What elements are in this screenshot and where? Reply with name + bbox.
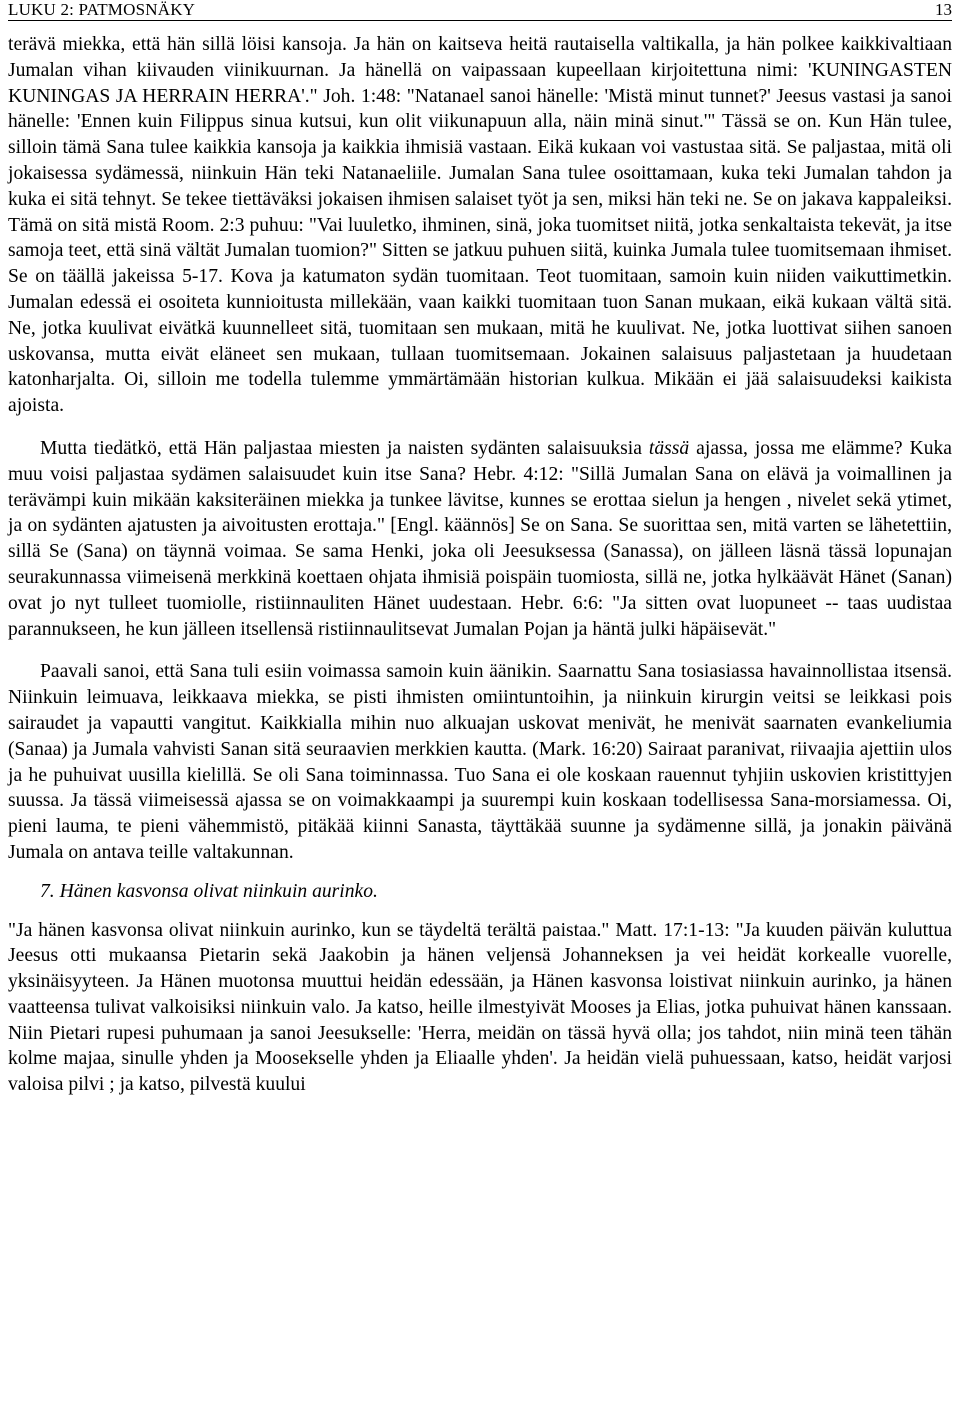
paragraph-2-part-2: ajassa, jossa me elämme? Kuka muu voisi paljastaa sydämen salaisuudet kuin itse Sana? Hebr. 4:12: "Sillä Jumalan Sana on elävä ja voimallinen ja terävämpi kuin mikään kaksiteräinen miekka ja tunkee lävitse, kunnes se erottaa sielun ja hengen , nivelet sekä ytimet, ja on sydänten ajatusten ja aivoitusten erottaja." [Engl. käännös] Se on Sana. Se suorittaa sen, mitä varten se lähetettiin, sillä Se (Sana) on täynnä voimaa. Se sama Henki, joka oli Jeesuksessa (Sanassa), on jälleen läsnä tässä lopunajan seurakunnassa viimeisenä merkkinä koettaen ohjata ihmisiä poispäin tuomiosta, sillä ne, jotka hylkäävät Hänet (Sanan) ovat jo nyt tulleet tuomiolle, ristiinnauliten Hänet uudestaan. Hebr. 6:6: "Ja sitten ovat luopuneet -- taas uudistaa parannukseen, he kun jälleen itsellensä ristiinnaulitsevat Jumalan Pojan ja häntä julki häpäisevät." bbox=[8, 437, 953, 640]
body-text bbox=[8, 32, 952, 1098]
running-header bbox=[8, 0, 952, 21]
emphasis-tassa: tässä bbox=[648, 437, 690, 459]
paragraph-2 bbox=[8, 436, 952, 642]
paragraph-2-part-1: Mutta tiedätkö, että Hän paljastaa miesten ja naisten sydänten salaisuuksia bbox=[40, 437, 649, 459]
paragraph-4: "Ja hänen kasvonsa olivat niinkuin aurinko, kun se täydeltä terältä paistaa." Matt. 17:1-13: "Ja kuuden päivän kuluttua Jeesus otti mukaansa Pietarin sekä Jaakobin ja hänen veljensä Johanneksen ja vei heidät korkealle vuorelle, yksinäisyyteen. Ja Hänen muotonsa muuttui heidän edessään, ja Hänen kasvonsa loistivat niinkuin aurinko, ja hänen vaatteensa tulivat valkoisiksi niinkuin valo. Ja katso, heille ilmestyivät Mooses ja Elias, jotka puhuivat hänen kanssaan. Niin Pietari rupesi puhumaan ja sanoi Jeesukselle: 'Herra, meidän on tässä hyvä olla; jos tahdot, niin minä teen tähän kolme majaa, sinulle yhden ja Moosekselle yhden ja Eliaalle yhden'. Ja heidän vielä puhuessaan, katso, heidät varjosi valoisa pilvi ; ja katso, pilvestä kuului bbox=[8, 919, 952, 1096]
chapter-title: LUKU 2: PATMOSNÄKY bbox=[8, 0, 196, 19]
section-heading: 7. Hänen kasvonsa olivat niinkuin aurinko. bbox=[40, 880, 378, 902]
page-number: 13 bbox=[935, 0, 952, 19]
paragraph-3: Paavali sanoi, että Sana tuli esiin voimassa samoin kuin äänikin. Saarnattu Sana tosiasiassa havainnollistaa itsensä. Niinkuin leimuava, leikkaava miekka, se pisti ihmisten omiintuntoihin, ja niinkuin kirurgin veitsi se leikkasi pois sairaudet ja vapautti vangitut. Kaikkialla mihin nuo alkuajan uskovat menivät, he menivät saarnaten evankeliumia (Sanaa) ja Jumala vahvisti Sanan sitä seuraavien merkkien kautta. (Mark. 16:20) Sairaat paranivat, riivaajia ajettiin ulos ja he puhuivat uusilla kielillä. Se oli Sana toiminnassa. Tuo Sana ei ole koskaan rauennut tyhjiin uskovien kristittyjen suussa. Ja tässä viimeisessä ajassa se on voimakkaampi ja suurempi kuin koskaan todellisessa Sana-morsiamessa. Oi, pieni lauma, te pieni vähemmistö, pitäkää kiinni Sanasta, täyttäkää suunne ja sydämenne sillä, ja jonakin päivänä Jumala on antava teille valtakunnan. bbox=[8, 661, 952, 863]
paragraph-1: terävä miekka, että hän sillä löisi kansoja. Ja hän on kaitseva heitä rautaisella valtikalla, ja hän polkee kaikkivaltiaan Jumalan vihan kiivauden viinikuurnan. Ja hänellä on vaipassaan kupeellaan kirjoitettuna nimi: 'KUNINGASTEN KUNINGAS JA HERRAIN HERRA'." Joh. 1:48: "Natanael sanoi hänelle: 'Mistä minut tunnet?' Jeesus vastasi ja sanoi hänelle: 'Ennen kuin Filippus sinua kutsui, kun olit viikunapuun alla, näin minä sinut.'" Tässä se on. Kun Hän tulee, silloin tämä Sana tulee kaikkia kansoja ja kaikkia ihmisiä vastaan. Eikä kukaan voi vastustaa sitä. Se paljastaa, mitä oli jokaisessa sydämessä, niinkuin Hän teki Natanaeliile. Jumalan Sana tulee osoittamaan, kuka teki Jumalan tahdon ja kuka ei sitä tehnyt. Se tekee tiettäväksi jokaisen ihmisen salaiset työt ja sen, miksi hän teki ne. Se on jakava kappaleiksi. Tämä on sitä mistä Room. 2:3 puhuu: "Vai luuletko, ihminen, sinä, joka tuomitset niitä, jotka senkaltaista tekevät, ja itse samoja teet, että sinä vältät Jumalan tuomion?" Sitten se jatkuu puhuen siitä, kuinka Jumala tulee tuomitsemaan ihmiset. Se on täällä jakeissa 5-17. Kova ja katumaton sydän tuomitaan. Teot tuomitaan, samoin kuin niiden vaikuttimetkin. Jumalan edessä ei osoiteta kunnioitusta millekään, vaan kaikki tuomitaan tuon Sanan mukaan, eikä kukaan vältä sitä. Ne, jotka kuulivat eivätkä kuunnelleet sitä, tuomitaan sen mukaan, mitä he kuulivat. Ne, jotka luottivat siihen sanoen uskovansa, mutta eivät eläneet sen mukaan, tullaan tuomitsemaan. Jokainen salaisuus paljastetaan ja huudetaan katonharjalta. Oi, silloin me todella tulemme ymmärtämään historian kulkua. Mikään ei jää salaisuudeksi kaikista ajoista. bbox=[8, 34, 952, 417]
